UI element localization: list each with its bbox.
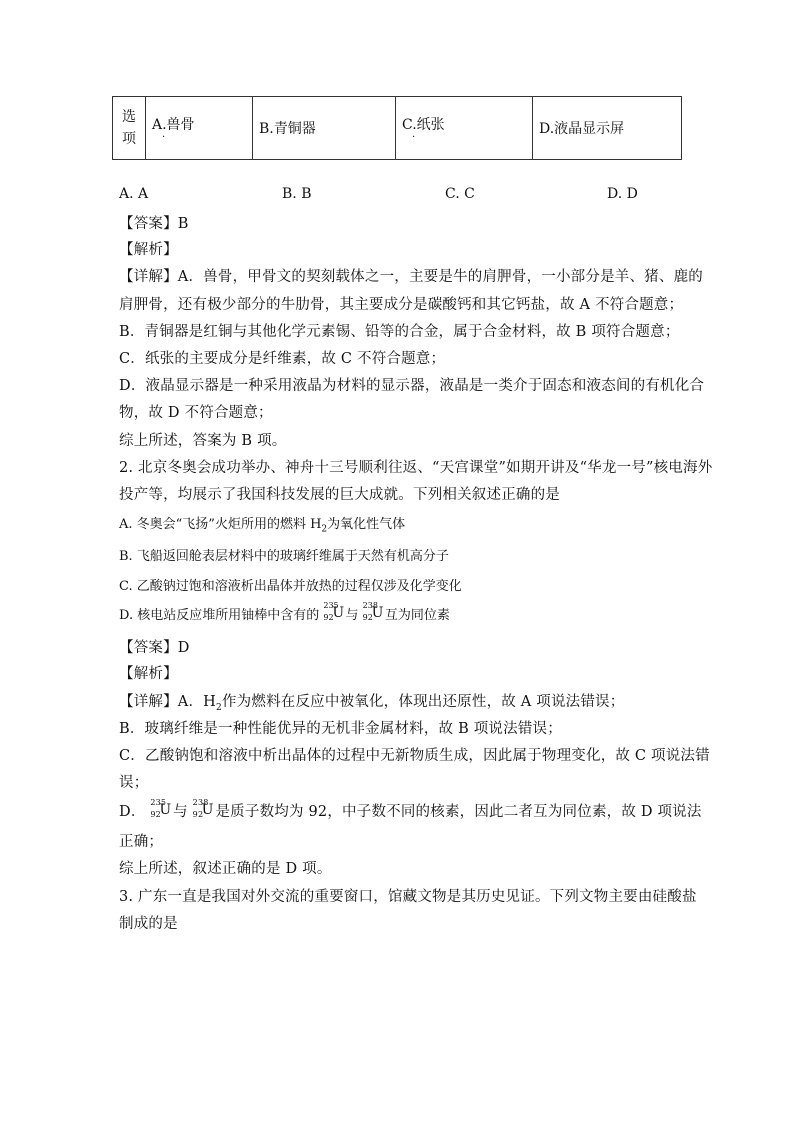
table-header-cell <box>113 97 146 160</box>
q2-option-c: C. 乙酸钠过饱和溶液析出晶体并放热的过程仅涉及化学变化 <box>119 579 462 594</box>
q3-stem-line-2: 制成的是 <box>119 916 178 932</box>
choice-c: C. C <box>445 186 475 202</box>
option-cell-d: D.液晶显示屏 <box>533 97 682 160</box>
q2-detail-line: 综上所述，叙述正确的是 D 项。 <box>119 861 332 877</box>
q2-option-b: B. 飞船返回舱表层材料中的玻璃纤维属于天然有机高分子 <box>119 549 449 564</box>
option-cell-b: B.青铜器 <box>253 97 396 160</box>
q2-stem-line-1: 2. 北京冬奥会成功举办、神舟十三号顺利往返、“天宫课堂”如期开讲及“华龙一号”核电海外 <box>119 460 713 476</box>
q1-detail-line: 综上所述，答案为 B 项。 <box>119 433 287 449</box>
q1-answer: 【答案】B <box>119 216 189 232</box>
q3-stem-line-1: 3. 广东一直是我国对外交流的重要窗口，馆藏文物是其历史见证。下列文物主要由硅酸盐 <box>119 889 697 905</box>
choice-a: A. A <box>119 186 149 202</box>
q2-analysis-heading: 【解析】 <box>119 666 178 682</box>
option-cell-a: A.兽骨 · <box>146 97 253 160</box>
q2-detail-line: 【详解】A．$H_2$作为燃料在反应中被氧化，体现出还原性，故 A 项说法错误； <box>119 694 625 713</box>
nuclide-u238: 238 92 U <box>192 798 214 819</box>
header-char-1: 选 <box>122 109 136 125</box>
q1-detail-line: D．液晶显示器是一种采用液晶为材料的显示器，液晶是一类介于固态和液态间的有机化合 <box>119 378 705 394</box>
q1-detail-line: 【详解】A．兽骨，甲骨文的契刻载体之一，主要是牛的肩胛骨，一小部分是羊、猪、鹿的 <box>119 269 703 285</box>
q2-detail-line: D． 235 92 U 与 238 92 U 是质子数均为 92，中子数不同的核素，因此二者互为同位素，故 D 项说法 <box>119 798 702 820</box>
q2-detail-line: B．玻璃纤维是一种性能优异的无机非金属材料，故 B 项说法错误； <box>119 721 562 737</box>
q1-analysis-heading: 【解析】 <box>119 242 178 258</box>
options-table <box>112 96 682 160</box>
nuclide-u235: 235 92 U <box>323 601 345 622</box>
choice-b: B. B <box>282 186 312 202</box>
q2-stem-line-2: 投产等，均展示了我国科技发展的巨大成就。下列相关叙述正确的是 <box>119 487 560 503</box>
q1-detail-line: 物，故 D 不符合题意； <box>119 405 273 421</box>
q1-detail-line: 肩胛骨，还有极少部分的牛肋骨，其主要成分是碳酸钙和其它钙盐，故 A 不符合题意； <box>119 297 684 313</box>
nuclide-u238: 238 92 U <box>362 601 384 622</box>
q1-detail-line: B．青铜器是红铜与其他化学元素锡、铅等的合金，属于合金材料，故 B 项符合题意； <box>119 324 680 340</box>
nuclide-u235: 235 92 U <box>150 798 172 819</box>
q2-option-a: A. 冬奥会“飞扬”火炬所用的燃料 $H_2$为氧化性气体 <box>119 517 406 535</box>
q2-detail-line: 误； <box>119 775 149 791</box>
choice-d: D. D <box>607 186 638 202</box>
q2-detail-line: 正确； <box>119 834 164 850</box>
q1-detail-line: C．纸张的主要成分是纤维素，故 C 不符合题意； <box>119 351 446 367</box>
q2-option-d: D. 核电站反应堆所用铀棒中含有的 235 92 U 与 238 92 U 互为同位素 <box>119 601 450 623</box>
q2-answer: 【答案】D <box>119 640 190 656</box>
q2-detail-line: C．乙酸钠饱和溶液中析出晶体的过程中无新物质生成，因此属于物理变化，故 C 项说法错 <box>119 748 710 764</box>
header-char-2: 项 <box>122 131 136 147</box>
option-cell-c: C.纸张 · <box>396 97 533 160</box>
